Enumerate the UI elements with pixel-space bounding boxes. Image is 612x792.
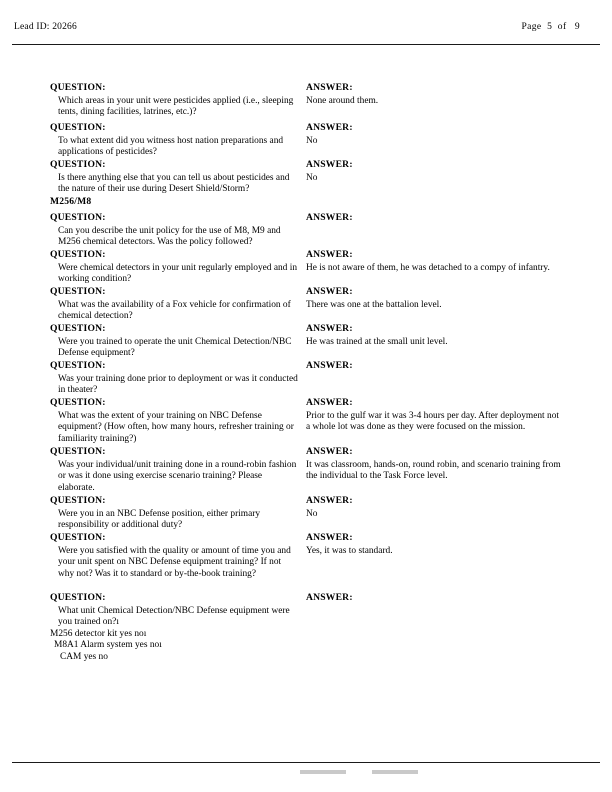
qa-row	[50, 159, 570, 196]
qa-row	[50, 360, 570, 397]
answer-text: None around them.	[306, 95, 379, 106]
answer-block	[306, 446, 562, 483]
question-label: QUESTION:	[50, 159, 106, 170]
question-block	[50, 446, 298, 494]
question-label: QUESTION:	[50, 82, 106, 93]
page-number: Page 5 of 9	[521, 22, 580, 32]
answer-label: ANSWER:	[306, 323, 353, 334]
answer-label: ANSWER:	[306, 286, 353, 297]
question-text: What was the extent of your training on NBC Defense equipment? (How often, how many hours, refresher training or familiarity training?)	[58, 410, 294, 444]
question-label: QUESTION:	[50, 532, 106, 543]
answer-text: He is not aware of them, he was detached to a compy of infantry.	[306, 262, 550, 273]
answer-block	[306, 159, 562, 184]
answer-label: ANSWER:	[306, 122, 353, 133]
qa-row	[50, 446, 570, 495]
equipment-item: CAM yes no	[60, 651, 108, 662]
question-block	[50, 286, 298, 323]
question-label: QUESTION:	[50, 249, 106, 260]
answer-text: No	[306, 508, 318, 519]
question-label: QUESTION:	[50, 592, 106, 603]
answer-label: ANSWER:	[306, 212, 353, 223]
question-block	[50, 592, 298, 664]
qa-row	[50, 592, 570, 662]
answer-label: ANSWER:	[306, 446, 353, 457]
answer-label: ANSWER:	[306, 495, 353, 506]
question-text: What unit Chemical Detection/NBC Defense equipment were you trained on?ı	[58, 605, 290, 628]
footer-mark	[300, 770, 346, 774]
question-block	[50, 397, 298, 445]
answer-block	[306, 286, 562, 311]
question-block	[50, 532, 298, 580]
answer-label: ANSWER:	[306, 397, 353, 408]
answer-label: ANSWER:	[306, 532, 353, 543]
section-heading-block	[50, 196, 298, 209]
header-divider	[12, 44, 600, 45]
qa-row	[50, 532, 570, 592]
question-label: QUESTION:	[50, 122, 106, 133]
footer-divider	[12, 762, 600, 763]
qa-row	[50, 397, 570, 446]
answer-block	[306, 397, 562, 434]
question-label: QUESTION:	[50, 360, 106, 371]
answer-block	[306, 249, 562, 274]
answer-label: ANSWER:	[306, 360, 353, 371]
question-text: Were you satisfied with the quality or amount of time you and your unit spent on NBC Defense equipment training? If not why not? Was it to standard or by-the-book training?	[58, 545, 291, 579]
question-text: Were you trained to operate the unit Chemical Detection/NBC Defense equipment?	[58, 336, 292, 359]
answer-text: No	[306, 172, 318, 183]
equipment-item: M256 detector kit yes noı	[50, 628, 147, 639]
answer-label: ANSWER:	[306, 82, 353, 93]
answer-label: ANSWER:	[306, 592, 353, 603]
question-label: QUESTION:	[50, 397, 106, 408]
answer-text: Yes, it was to standard.	[306, 545, 393, 556]
question-block	[50, 82, 298, 119]
question-label: QUESTION:	[50, 286, 106, 297]
question-text: Is there anything else that you can tell us about pesticides and the nature of their use during Desert Shield/Storm?	[58, 172, 290, 195]
answer-block	[306, 360, 562, 374]
question-text: Can you describe the unit policy for the use of M8, M9 and M256 chemical detectors. Was the policy followed?	[58, 225, 281, 248]
qa-row	[50, 249, 570, 286]
question-text: To what extent did you witness host nation preparations and applications of pesticides?	[58, 135, 284, 158]
answer-block	[306, 532, 562, 557]
answer-label: ANSWER:	[306, 249, 353, 260]
answer-text: He was trained at the small unit level.	[306, 336, 448, 347]
question-label: QUESTION:	[50, 446, 106, 457]
qa-row	[50, 122, 570, 159]
qa-row	[50, 212, 570, 249]
question-label: QUESTION:	[50, 323, 106, 334]
question-text: Were you in an NBC Defense position, either primary responsibility or additional duty?	[58, 508, 261, 531]
qa-row	[50, 82, 570, 122]
question-block	[50, 212, 298, 249]
answer-text: It was classroom, hands-on, round robin, and scenario training from the individual to the Task Force level.	[306, 459, 561, 482]
answer-block	[306, 82, 562, 107]
footer-mark	[372, 770, 418, 774]
answer-block	[306, 495, 562, 520]
question-text: Which areas in your unit were pesticides applied (i.e., sleeping tents, dining facilities, latrines, etc.)?	[58, 95, 294, 118]
question-block	[50, 122, 298, 159]
answer-block	[306, 323, 562, 348]
question-text: Were chemical detectors in your unit regularly employed and in working condition?	[58, 262, 298, 285]
section-heading-row	[50, 196, 570, 212]
qa-row	[50, 286, 570, 323]
question-label: QUESTION:	[50, 495, 106, 506]
question-block	[50, 360, 298, 397]
section-heading: M256/M8	[50, 196, 92, 207]
answer-block	[306, 212, 562, 226]
question-text: What was the availability of a Fox vehicle for confirmation of chemical detection?	[58, 299, 291, 322]
answer-text: There was one at the battalion level.	[306, 299, 442, 310]
answer-block	[306, 592, 562, 606]
lead-id: Lead ID: 20266	[14, 22, 77, 32]
question-block	[50, 159, 298, 196]
qa-body	[50, 82, 570, 662]
question-block	[50, 495, 298, 532]
answer-text: No	[306, 135, 318, 146]
question-block	[50, 249, 298, 286]
equipment-item: M8A1 Alarm system yes noı	[54, 640, 162, 651]
question-text: Was your training done prior to deployment or was it conducted in theater?	[58, 373, 298, 396]
question-label: QUESTION:	[50, 212, 106, 223]
question-text: Was your individual/unit training done in a round-robin fashion or was it done using exercise scenario training? Please elaborate.	[58, 459, 297, 493]
qa-row	[50, 495, 570, 532]
qa-row	[50, 323, 570, 360]
question-block	[50, 323, 298, 360]
answer-text: Prior to the gulf war it was 3-4 hours per day. After deployment not a whole lot was done as they were focused on the mission.	[306, 410, 559, 433]
answer-label: ANSWER:	[306, 159, 353, 170]
page-header	[14, 22, 598, 38]
answer-block	[306, 122, 562, 147]
